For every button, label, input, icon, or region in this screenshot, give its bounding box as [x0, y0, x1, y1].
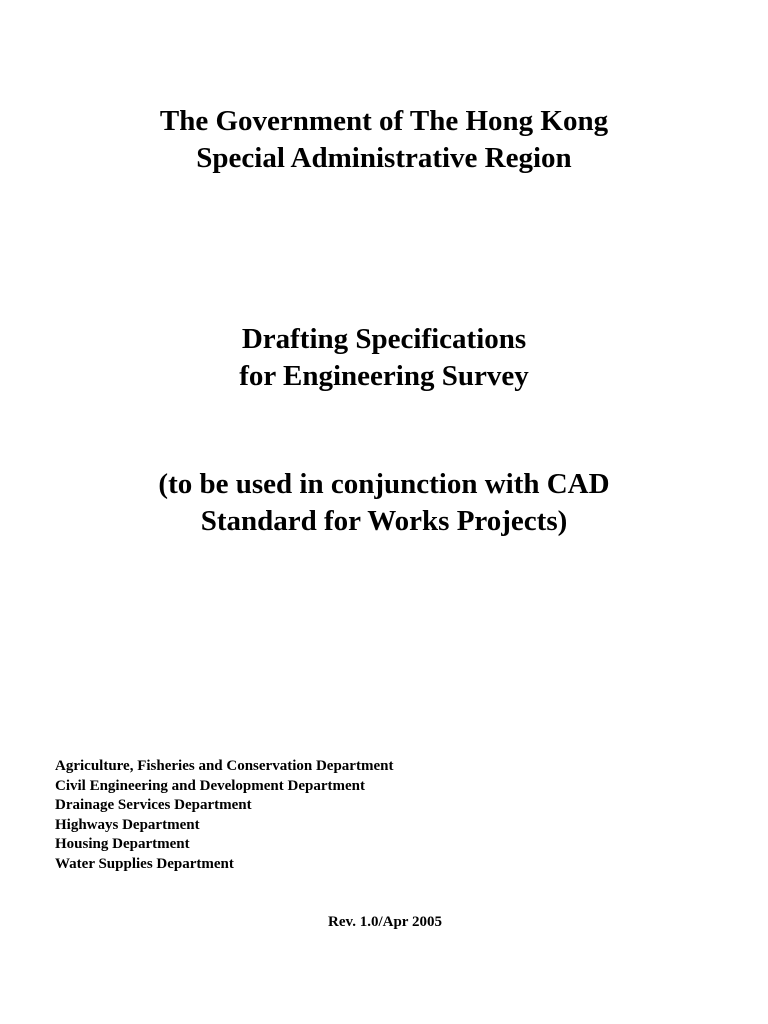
department-item: Highways Department [55, 816, 200, 833]
department-item: Civil Engineering and Development Department [55, 777, 365, 794]
document-subtitle-line-2: Standard for Works Projects) [200, 505, 568, 537]
document-title [0, 321, 768, 395]
revision-label: Rev. 1.0/Apr 2005 [328, 914, 442, 930]
document-subtitle [0, 466, 768, 540]
document-title-line-1: Drafting Specifications [241, 323, 527, 355]
document-title-line-2: for Engineering Survey [239, 360, 529, 392]
document-subtitle-line-1: (to be used in conjunction with CAD [158, 468, 610, 500]
government-heading [0, 103, 768, 177]
department-item: Housing Department [55, 836, 190, 852]
government-heading-line-1: The Government of The Hong Kong [159, 105, 609, 137]
department-item: Drainage Services Department [55, 797, 252, 813]
department-item: Agriculture, Fisheries and Conservation Department [55, 758, 394, 774]
government-heading-line-2: Special Administrative Region [196, 142, 572, 174]
department-list [55, 757, 393, 874]
department-item: Water Supplies Department [55, 855, 234, 872]
